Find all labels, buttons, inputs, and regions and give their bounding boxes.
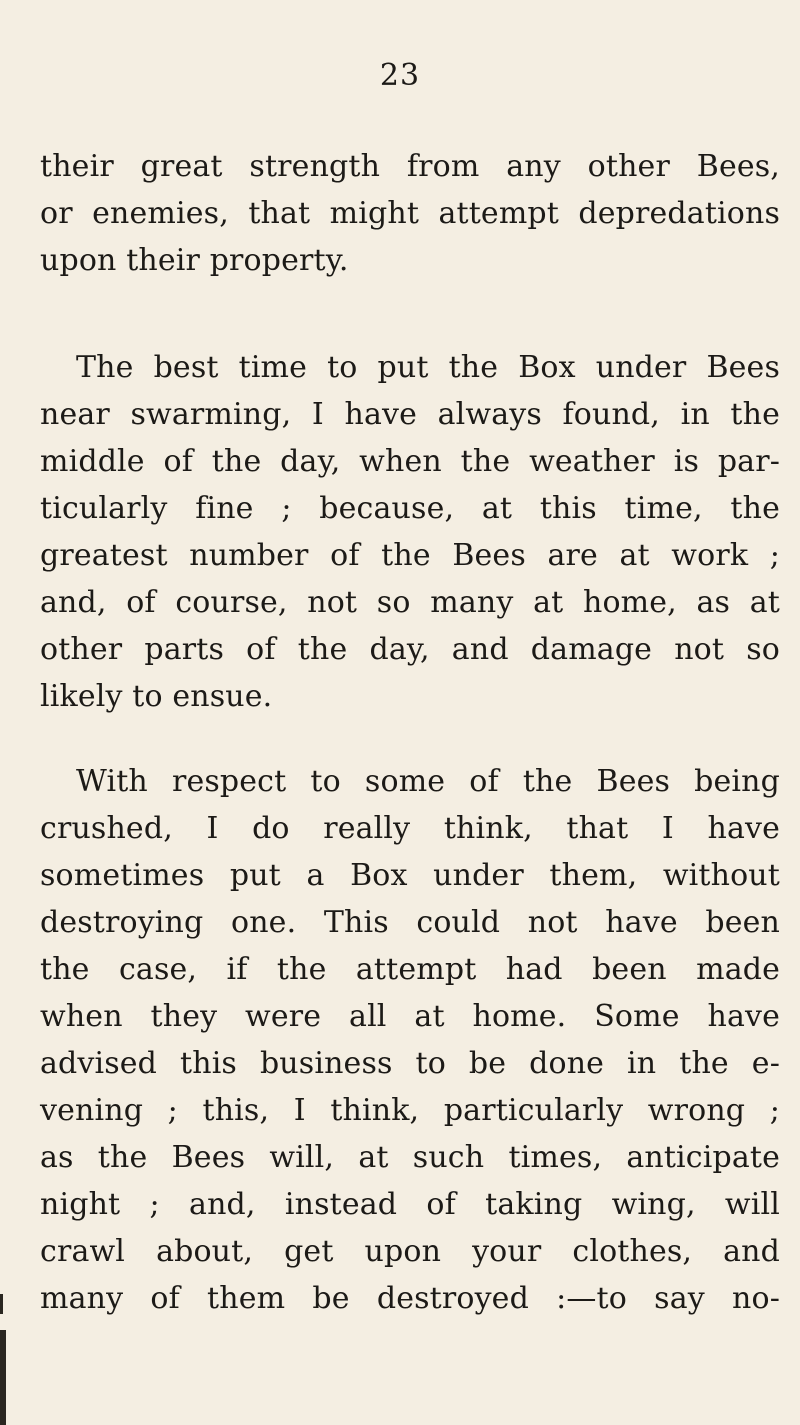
page-number: 23 bbox=[379, 58, 421, 93]
paragraph-3 bbox=[40, 758, 780, 1322]
text-line: or enemies, that might attempt depredations bbox=[40, 196, 780, 231]
text-line: upon their property. bbox=[40, 243, 349, 278]
text-line: as the Bees will, at such times, anticipate bbox=[40, 1140, 780, 1175]
text-line: sometimes put a Box under them, without bbox=[40, 858, 780, 893]
text-line: middle of the day, when the weather is par- bbox=[40, 444, 780, 479]
text-line: The best time to put the Box under Bees bbox=[76, 350, 780, 385]
paragraph-2 bbox=[40, 344, 780, 720]
text-line: many of them be destroyed :—to say no- bbox=[40, 1281, 780, 1316]
text-line: With respect to some of the Bees being bbox=[76, 764, 780, 799]
text-line: advised this business to be done in the e- bbox=[40, 1046, 780, 1081]
text-line: when they were all at home. Some have bbox=[40, 999, 780, 1034]
text-line: other parts of the day, and damage not so bbox=[40, 632, 780, 667]
text-line: crawl about, get upon your clothes, and bbox=[40, 1234, 780, 1269]
text-line: vening ; this, I think, particularly wrong ; bbox=[40, 1093, 780, 1128]
text-line: likely to ensue. bbox=[40, 679, 273, 714]
text-line: greatest number of the Bees are at work ; bbox=[40, 538, 780, 573]
page-edge-mark bbox=[0, 1294, 3, 1314]
text-line: their great strength from any other Bees, bbox=[40, 149, 780, 184]
text-line: destroying one. This could not have been bbox=[40, 905, 780, 940]
text-line: crushed, I do really think, that I have bbox=[40, 811, 780, 846]
text-line: ticularly fine ; because, at this time, the bbox=[40, 491, 780, 526]
text-line: and, of course, not so many at home, as at bbox=[40, 585, 780, 620]
text-line: the case, if the attempt had been made bbox=[40, 952, 780, 987]
text-line: near swarming, I have always found, in the bbox=[40, 397, 780, 432]
text-line: night ; and, instead of taking wing, will bbox=[40, 1187, 780, 1222]
page-edge-mark bbox=[0, 1330, 6, 1425]
paragraph-1 bbox=[40, 143, 780, 284]
